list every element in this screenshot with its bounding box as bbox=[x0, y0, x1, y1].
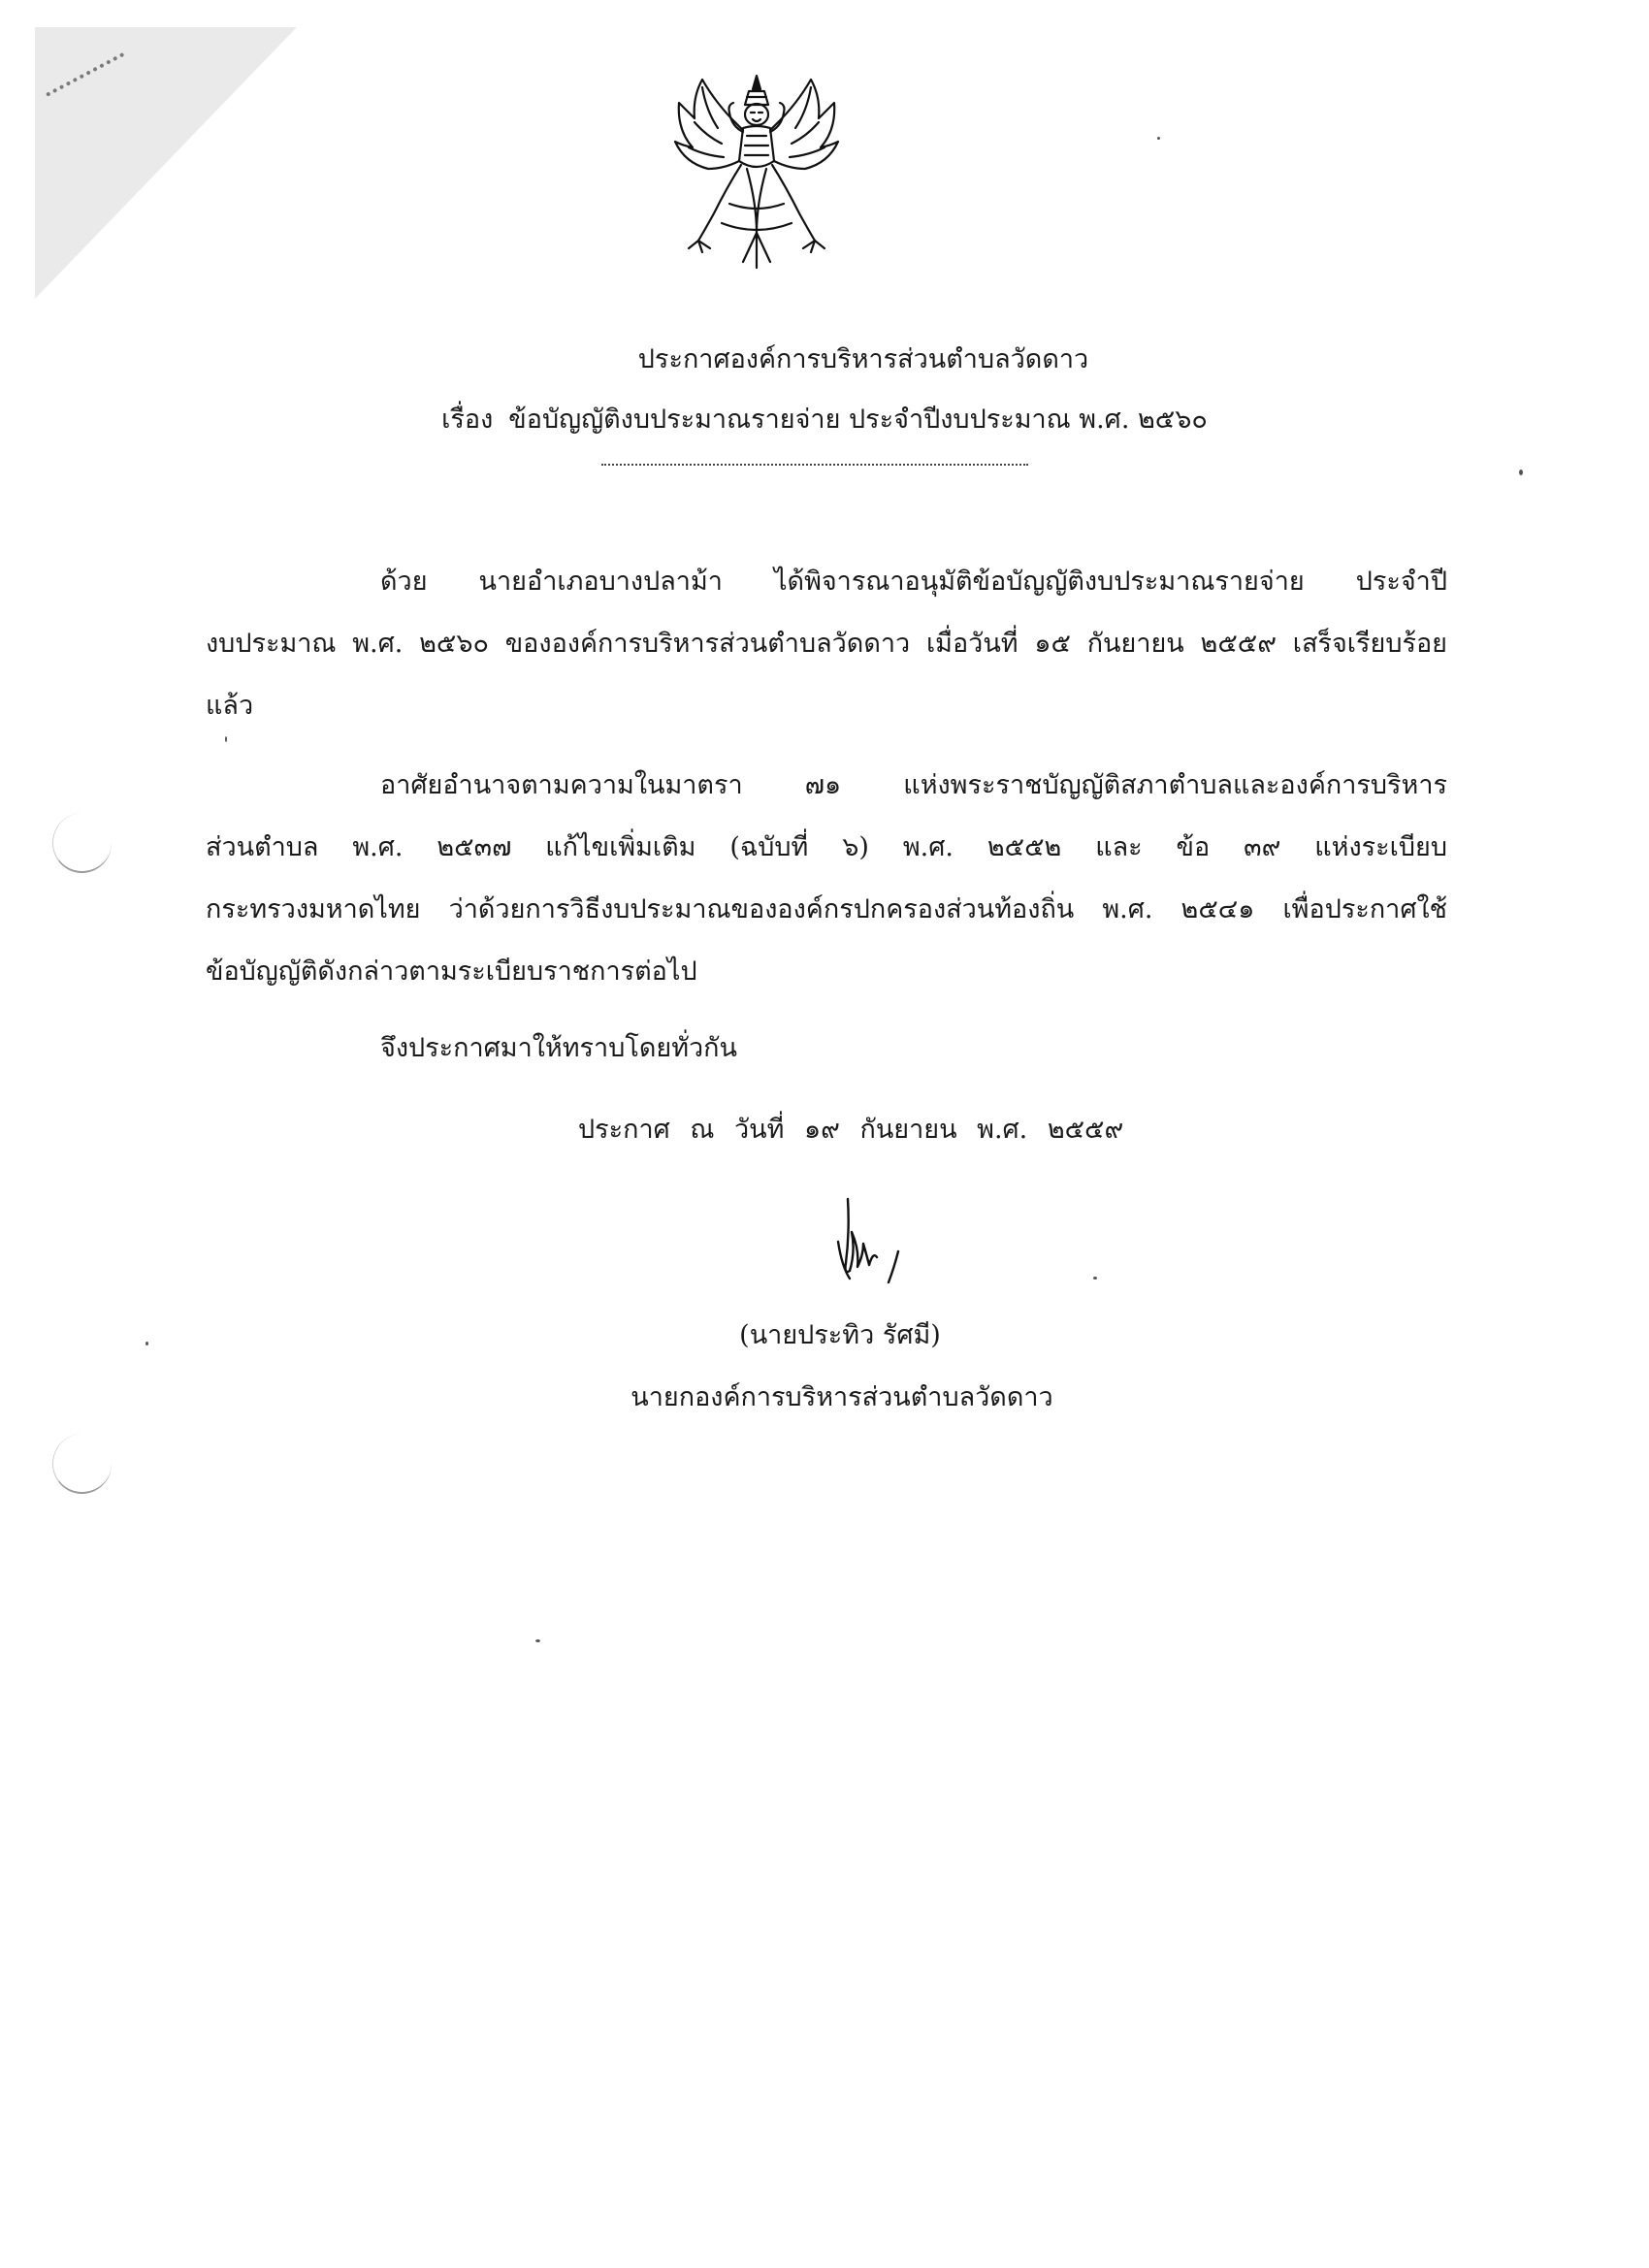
announcement-subject bbox=[0, 398, 1649, 439]
scan-speck bbox=[1519, 470, 1523, 475]
closing-statement: จึงประกาศมาให้ทราบโดยทั่วกัน bbox=[380, 1033, 737, 1063]
title-divider bbox=[601, 464, 1028, 466]
announcement-date: ประกาศ ณ วันที่ ๑๙ กันยายน พ.ศ. ๒๕๕๙ bbox=[578, 1115, 1124, 1145]
paragraph-approval bbox=[206, 551, 1447, 737]
scan-speck bbox=[146, 1342, 148, 1345]
scan-speck bbox=[1093, 1277, 1097, 1280]
paragraph-line: งบประมาณ พ.ศ. ๒๕๖๐ ขององค์การบริหารส่วนตำบลวัดดาว เมื่อวันที่ ๑๕ กันยายน ๒๕๕๙ เสร็จเรียบร้อย bbox=[206, 629, 1447, 659]
paragraph-line: ด้วย นายอำเภอบางปลาม้า ได้พิจารณาอนุมัติข้อบัญญัติงบประมาณรายจ่าย ประจำปี bbox=[380, 567, 1447, 597]
subject-label: เรื่อง bbox=[441, 405, 494, 435]
punch-hole bbox=[52, 813, 112, 873]
announcement-title: ประกาศองค์การบริหารส่วนตำบลวัดดาว bbox=[637, 344, 1089, 374]
punch-hole bbox=[52, 1434, 112, 1494]
handwritten-signature bbox=[830, 1193, 927, 1300]
scan-speck bbox=[1157, 137, 1160, 140]
paragraph-line: แล้ว bbox=[206, 691, 254, 721]
signatory-position: นายกองค์การบริหารส่วนตำบลวัดดาว bbox=[630, 1382, 1053, 1412]
paragraph-line: กระทรวงมหาดไทย ว่าด้วยการวิธีงบประมาณขององค์กรปกครองส่วนท้องถิ่น พ.ศ. ๒๕๔๑ เพื่อประกาศใช้ bbox=[206, 894, 1447, 924]
paragraph-line: ส่วนตำบล พ.ศ. ๒๕๓๗ แก้ไขเพิ่มเติม (ฉบับที่ ๖) พ.ศ. ๒๕๕๒ และ ข้อ ๓๙ แห่งระเบียบ bbox=[206, 832, 1447, 862]
subject-text: ข้อบัญญัติงบประมาณรายจ่าย ประจำปีงบประมาณ พ.ศ. ๒๕๖๐ bbox=[508, 405, 1208, 435]
signatory-name: (นายประทิว รัศมี) bbox=[739, 1320, 941, 1350]
scan-corner-artifact bbox=[35, 27, 297, 299]
scan-speck bbox=[225, 736, 227, 742]
paragraph-line: ข้อบัญญัติดังกล่าวตามระเบียบราชการต่อไป bbox=[206, 956, 697, 987]
paragraph-authority bbox=[206, 755, 1447, 1003]
scan-speck bbox=[535, 1639, 540, 1642]
garuda-emblem bbox=[660, 68, 854, 281]
paragraph-line: อาศัยอำนาจตามความในมาตรา ๗๑ แห่งพระราชบัญญัติสภาตำบลและองค์การบริหาร bbox=[380, 770, 1447, 800]
